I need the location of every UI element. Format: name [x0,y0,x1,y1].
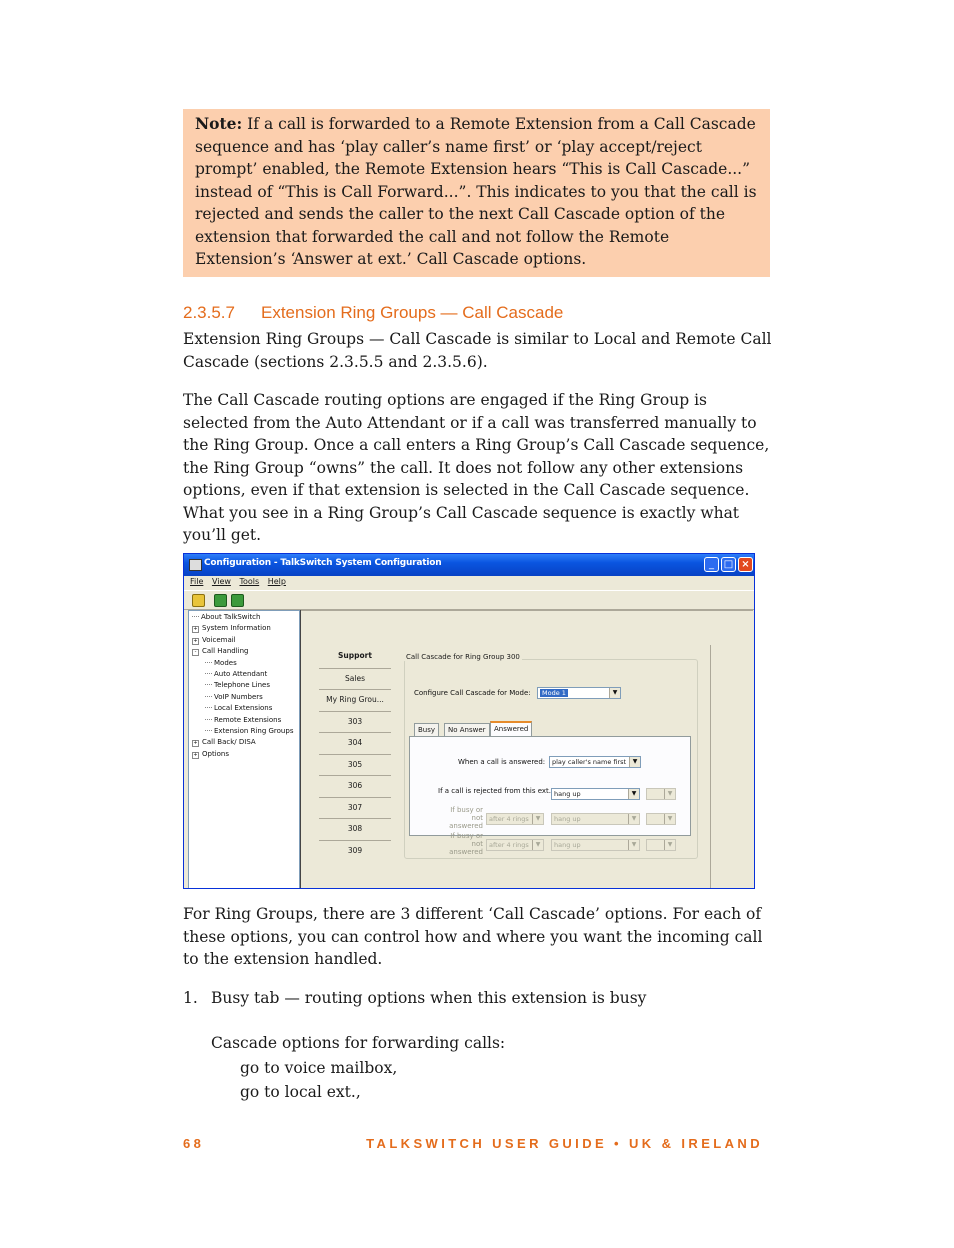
minimize-button[interactable]: _ [704,557,719,572]
window-title: Configuration - TalkSwitch System Configuration [204,558,442,568]
ring-group-item[interactable]: Support [338,651,372,660]
chevron-down-icon: ▼ [664,814,675,824]
tree-item-label: Call Handling [202,647,249,656]
download-icon[interactable] [231,594,244,607]
tree-item-label: About TalkSwitch [201,613,261,621]
busy-rings-value-1: after 4 rings [489,815,529,823]
rejected-target-select[interactable] [646,788,676,800]
list-number: 1. [183,989,198,1007]
answered-select[interactable] [549,756,641,768]
busy-label-2: If busy or not answered [449,832,483,856]
chevron-down-icon: ▼ [609,688,620,698]
menu-help[interactable]: Help [267,577,286,586]
tree-connector [205,673,212,674]
expand-icon[interactable]: + [193,740,198,747]
expand-icon[interactable]: + [193,626,198,633]
tree-item-label: Auto Attendant [214,670,268,678]
group-title: Call Cascade for Ring Group 300 [406,653,520,661]
mode-select[interactable] [537,687,621,699]
tree-item[interactable] [205,681,270,689]
tree-item-label: Call Back/ DISA [202,738,256,747]
list-item-text: Busy tab — routing options when this extension is busy [211,989,647,1007]
tree-item-label: Extension Ring Groups [214,727,294,735]
tree-connector [205,730,212,731]
busy-target-select-2[interactable] [646,839,676,851]
tree-item[interactable] [192,613,260,621]
chevron-down-icon: ▼ [629,757,640,767]
busy-label-1: If busy or not answered [449,806,483,830]
ring-group-item[interactable]: 306 [319,775,391,797]
menu-file[interactable]: File [190,577,204,586]
section-title: Extension Ring Groups — Call Cascade [261,303,564,322]
menu-tools[interactable]: Tools [239,577,260,586]
note-box [183,109,770,277]
tree-item[interactable] [205,670,267,678]
tree-item[interactable] [205,659,237,667]
maximize-button[interactable]: □ [721,557,736,572]
config-pane [300,610,753,889]
chevron-down-icon: ▼ [532,814,543,824]
rejected-label: If a call is rejected from this ext. [438,787,551,795]
ring-group-item[interactable]: 307 [319,797,391,819]
paragraph-options: For Ring Groups, there are 3 different ‘Call Cascade’ options. For each of these options, you can control how and where you want the incoming call to the extension handled. [183,905,763,968]
chevron-down-icon: ▼ [664,789,675,799]
tree-item-label: Telephone Lines [214,681,271,690]
note-text [195,113,758,271]
chevron-down-icon: ▼ [628,840,639,850]
busy-action-value-2: hang up [554,841,581,849]
rejected-value: hang up [554,790,581,798]
footer-title: TALKSWITCH USER GUIDE • UK & IRELAND [366,1136,763,1151]
tree-connector [205,696,212,697]
tree-item-label: Modes [214,658,237,667]
navigation-tree [188,610,300,889]
note-body: If a call is forwarded to a Remote Extension from a Call Cascade sequence and has ‘play caller’s name first’ or ‘play accept/reject prompt’ enabled, the Remote Extension hears “This is Call Cascade...” instead of “This is Call Forward...”. This indicates to you that the call is rejected and sends the caller to the next Call Cascade option of the extension that forwarded the call and not follow the Remote Extension’s ‘Answer at ext.’ Call Cascade options. [195,115,757,268]
page-number: 68 [183,1136,205,1151]
ring-group-list [319,646,391,861]
expand-icon[interactable]: + [193,637,198,644]
tab-answered[interactable]: Answered [490,721,532,738]
tree-item[interactable] [192,647,249,656]
window-titlebar [184,554,754,576]
tab-no-answer[interactable]: No Answer [444,723,490,737]
ring-group-item[interactable]: Sales [319,668,391,690]
tree-item[interactable] [205,704,272,712]
tree-connector [192,616,199,617]
tree-connector [205,662,212,663]
tree-item-label: VoIP Numbers [214,692,263,701]
tree-connector [205,684,212,685]
chevron-down-icon: ▼ [532,840,543,850]
tree-item[interactable] [192,624,271,633]
paragraph-intro: Extension Ring Groups — Call Cascade is similar to Local and Remote Call Cascade (sections 2.3.5.5 and 2.3.5.6). [183,330,772,371]
mode-value: Mode 1 [542,689,566,697]
tree-connector [205,707,212,708]
busy-rings-select-1[interactable] [486,813,544,825]
expand-icon[interactable]: + [193,751,198,758]
tree-item-label: Remote Extensions [214,715,282,724]
collapse-icon[interactable]: - [192,649,199,656]
answered-value: play caller's name first [552,758,627,766]
chevron-down-icon: ▼ [628,789,639,799]
tree-item[interactable] [192,738,256,747]
toolbar [184,590,754,610]
cascade-options-label: Cascade options for forwarding calls: [211,1034,506,1052]
close-button[interactable]: × [738,557,753,572]
busy-action-value-1: hang up [554,815,581,823]
tree-item[interactable] [192,636,236,645]
tree-item[interactable] [205,716,281,724]
upload-icon[interactable] [214,594,227,607]
tree-item[interactable] [205,727,293,735]
menu-bar [184,576,754,590]
cascade-option-local-ext: go to local ext., [240,1083,361,1101]
ring-group-item[interactable]: My Ring Grou... [319,689,391,711]
chevron-down-icon: ▼ [628,814,639,824]
ring-group-item[interactable]: 304 [319,732,391,754]
menu-view[interactable]: View [211,577,231,586]
tab-busy[interactable]: Busy [414,723,439,737]
rejected-select[interactable] [551,788,640,800]
tree-connector [205,719,212,720]
ring-group-item[interactable]: 303 [319,711,391,733]
list-item-busy [183,987,646,1010]
open-icon[interactable] [192,594,205,607]
tree-item[interactable] [205,693,263,701]
cascade-option-voicemail: go to voice mailbox, [240,1059,398,1077]
busy-rings-select-2[interactable] [486,839,544,851]
answered-label: When a call is answered: [458,758,546,766]
app-icon [189,559,202,571]
chevron-down-icon: ▼ [664,840,675,850]
tree-item-label: System Information [202,624,271,633]
section-heading [183,303,563,323]
paragraph-routing: The Call Cascade routing options are engaged if the Ring Group is selected from the Auto Attendant or if a call was transferred manually to the Ring Group. Once a call enters a Ring Group’s Call Cascade sequence, the Ring Group “owns” the call. It does not follow any other extensions options, even if that extension is selected in the Call Cascade sequence. What you see in a Ring Group’s Call Cascade sequence is exactly what you’ll get. [183,391,770,544]
config-window-screenshot [183,553,755,889]
ring-group-item[interactable]: 308 [319,818,391,840]
tree-item-label: Local Extensions [214,704,273,713]
busy-action-select-1[interactable] [551,813,640,825]
ring-group-item[interactable]: 305 [319,754,391,776]
tree-item[interactable] [192,750,229,759]
busy-rings-value-2: after 4 rings [489,841,529,849]
busy-action-select-2[interactable] [551,839,640,851]
tree-item-label: Voicemail [202,635,236,644]
tree-item-label: Options [202,749,230,758]
ring-group-item[interactable]: 309 [319,840,391,862]
note-label: Note: [195,114,243,133]
section-number: 2.3.5.7 [183,303,235,322]
busy-target-select-1[interactable] [646,813,676,825]
mode-label: Configure Call Cascade for Mode: [414,689,531,697]
